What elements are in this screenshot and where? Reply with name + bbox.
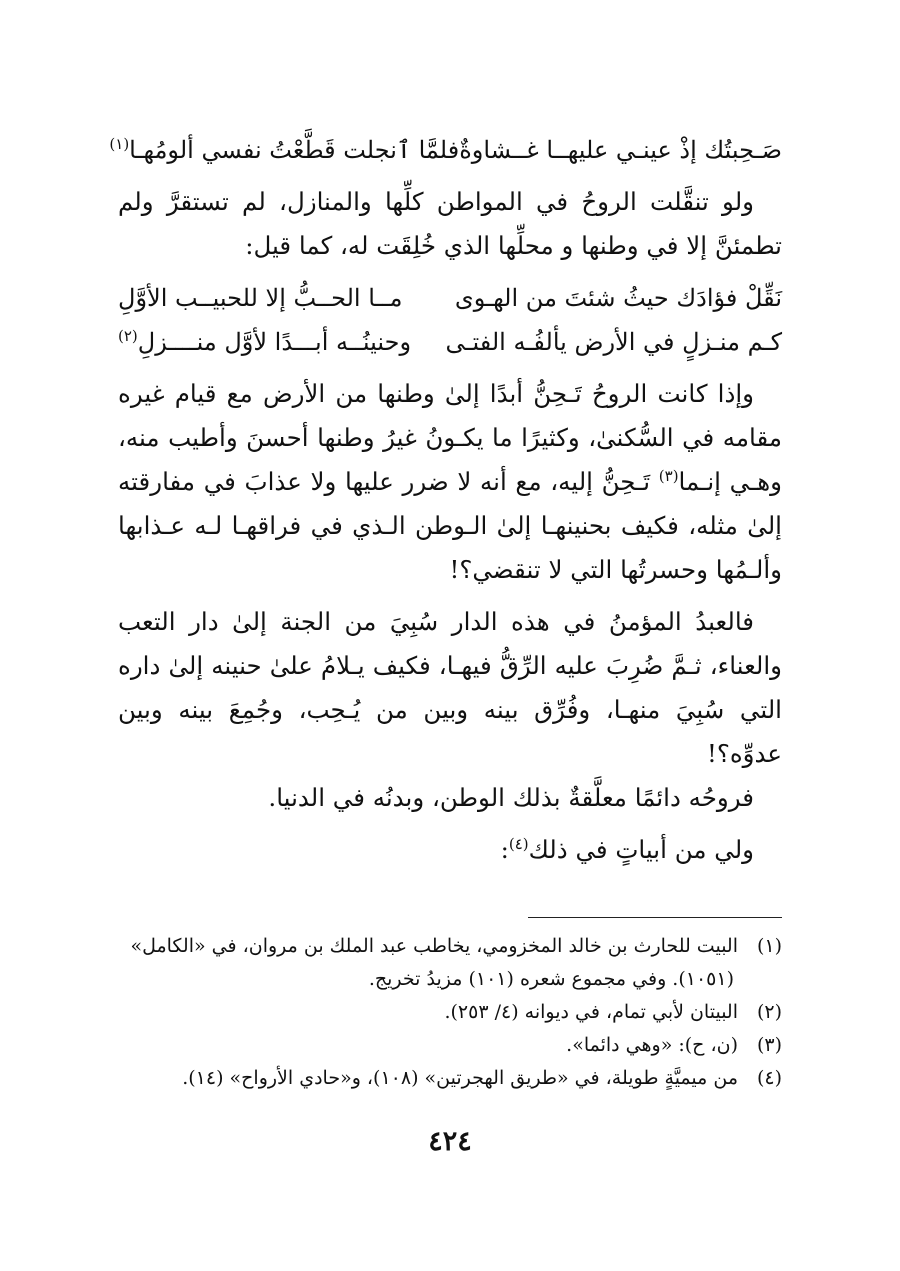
footnote-ref-2: (٢) bbox=[118, 327, 138, 345]
page-number: ٤٢٤ bbox=[428, 1126, 472, 1157]
paragraph-2-text-b: تَـحِنُّ إليه، مع أنه لا ضرر عليها ولا عذابَ في مفارقته إلىٰ مثله، فكيف بحنينهـا إلىٰ الـوطن الـذي في فراقهـا لـه عـذابها وألـمُها وحسرتُها التي لا تنقضي؟! bbox=[118, 467, 782, 584]
verse-hemistich-right: نَقِّلْ فؤادَك حيثُ شئتَ من الهـوى bbox=[454, 284, 782, 312]
paragraph-5 bbox=[118, 828, 782, 872]
paragraph-1: ولو تنقَّلت الروحُ في المواطن كلِّها والمنازل، لم تستقرَّ ولم تطمئنَّ إلا في وطنها و محلِّها الذي خُلِقَت له، كما قيل: bbox=[118, 187, 782, 260]
footnote-1 bbox=[118, 930, 782, 963]
footnote-text: (ن، ح): «وهي دائما». bbox=[566, 1034, 738, 1056]
footnote-ref-1: (١) bbox=[109, 135, 130, 153]
paragraph-5-text: ولي من أبياتٍ في ذلك bbox=[528, 835, 754, 864]
verse-hemistich-right: كـم منـزلٍ في الأرض يألفُـه الفتـى bbox=[445, 328, 782, 356]
footnote-3 bbox=[118, 1029, 782, 1062]
footnote-number: (١) bbox=[756, 935, 782, 957]
paragraph-2 bbox=[118, 372, 782, 592]
verse-line-3 bbox=[118, 320, 782, 364]
verse-hemistich-left bbox=[109, 128, 459, 172]
verse-hemistich-left-text: فلمَّا ٱنجلت قَطَّعْتُ نفسي ألومُهـا bbox=[129, 136, 460, 164]
verse-hemistich-left bbox=[118, 320, 411, 364]
verse-hemistich-left: مــا الحــبُّ إلا للحبيــب الأوَّلِ bbox=[118, 284, 403, 312]
verse-hemistich-left-text: وحنينُــه أبـــدًا لأوَّل منــــزلِ bbox=[137, 328, 412, 356]
paragraph-5-colon: : bbox=[500, 835, 509, 864]
verse-line-1 bbox=[109, 128, 782, 172]
footnotes bbox=[118, 930, 782, 1095]
footnote-4 bbox=[118, 1062, 782, 1095]
main-text bbox=[109, 128, 782, 872]
paragraph-4: فروحُه دائمًا معلَّقةٌ بذلك الوطن، وبدنُه في الدنيا. bbox=[268, 783, 754, 812]
footnote-separator bbox=[528, 917, 782, 918]
footnote-number: (٢) bbox=[756, 1001, 782, 1023]
verse-hemistich-right: صَـحِبتُك إذْ عينـي عليهــا غــشاوةٌ bbox=[459, 136, 782, 164]
footnote-text: البيت للحارث بن خالد المخزومي، يخاطب عبد الملك بن مروان، في «الكامل» bbox=[130, 935, 738, 957]
footnote-text: البيتان لأبي تمام، في ديوانه (٤/ ٢٥٣). bbox=[444, 1001, 738, 1023]
footnote-text: من ميميَّةٍ طويلة، في «طريق الهجرتين» (١٠٨)، و«حادي الأرواح» (١٤). bbox=[182, 1067, 738, 1089]
footnote-1-continuation: (١٠٥١). وفي مجموع شعره (١٠١) مزيدُ تخريج. bbox=[368, 968, 734, 990]
footnote-2 bbox=[118, 996, 782, 1029]
footnote-ref-3: (٣) bbox=[658, 466, 679, 485]
footnote-number: (٣) bbox=[756, 1034, 782, 1056]
footnote-number: (٤) bbox=[756, 1067, 782, 1089]
verse-line-2 bbox=[118, 276, 782, 320]
paragraph-3: فالعبدُ المؤمنُ في هذه الدار سُبِيَ من الجنة إلىٰ دار التعب والعناء، ثـمَّ ضُرِبَ عليه الرِّقُّ فيهـا، فكيف يـلامُ علىٰ حنينه إلىٰ داره التي سُبِيَ منهـا، وفُرِّق بينه وبين من يُـحِب، وجُمِعَ بينه وبين عدوِّه؟! bbox=[118, 607, 782, 768]
footnote-ref-4: (٤) bbox=[508, 834, 529, 853]
paragraph-2-text-a: وإذا كانت الروحُ تَـحِنُّ أبدًا إلىٰ وطنها من الأرض مع قيام غيره مقامه في السُّكنىٰ، وكثيرًا ما يكـونُ غيرُ وطنها أحسنَ وأطيب منه، وهـي إنـما bbox=[118, 379, 782, 496]
